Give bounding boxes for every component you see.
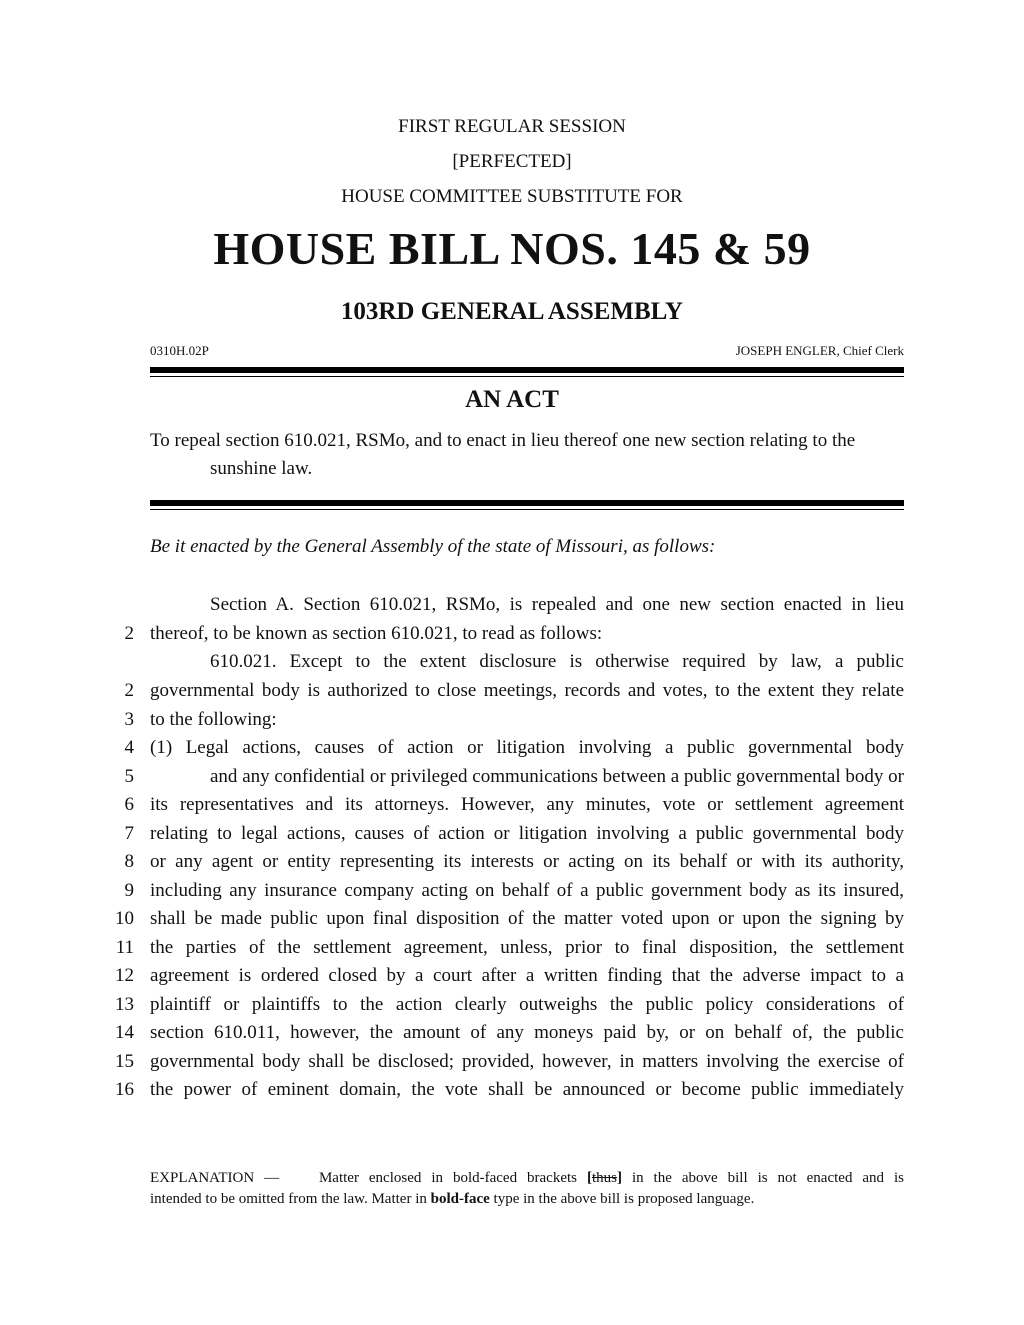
- top-rule-thick: [150, 367, 904, 373]
- section-a-line-2: thereof, to be known as section 610.021, to read as follows:: [150, 623, 603, 644]
- line-number: 3: [124, 709, 134, 730]
- line-number: 5: [124, 766, 134, 787]
- section-610-line: and any confidential or privileged communications between a public governmental body or: [210, 766, 904, 787]
- explanation-text-4: type in the above bill is proposed language.: [489, 1191, 755, 1207]
- section-610-line: plaintiff or plaintiffs to the action clearly outweighs the public policy considerations of: [150, 994, 904, 1015]
- line-number: 13: [115, 994, 134, 1015]
- section-610-line: the parties of the settlement agreement, unless, prior to final disposition, the settlement: [150, 937, 904, 958]
- line-number: 2: [124, 623, 134, 644]
- act-heading: AN ACT: [465, 386, 559, 413]
- top-rule-thin: [150, 376, 904, 377]
- line-number: 8: [124, 851, 134, 872]
- section-610-line: (1) Legal actions, causes of action or litigation involving a public governmental body: [150, 737, 904, 758]
- assembly-heading: 103RD GENERAL ASSEMBLY: [340, 298, 684, 325]
- enacting-clause: Be it enacted by the General Assembly of the state of Missouri, as follows:: [150, 536, 716, 557]
- act-title-line-1: To repeal section 610.021, RSMo, and to enact in lieu thereof one new section relating to the: [150, 430, 856, 451]
- explanation-note: [150, 1168, 904, 1210]
- section-610-line: or any agent or entity representing its interests or acting on its behalf or with its authority,: [150, 851, 904, 872]
- section-610-line: its representatives and its attorneys. However, any minutes, vote or settlement agreement: [150, 794, 904, 815]
- act-title-line-2: sunshine law.: [210, 458, 313, 479]
- explanation-text-3: intended to be omitted from the law. Matter in: [150, 1191, 431, 1207]
- bracket-close: ]: [616, 1170, 622, 1186]
- substitute-heading: HOUSE COMMITTEE SUBSTITUTE FOR: [341, 186, 683, 207]
- line-number: 12: [115, 965, 134, 986]
- status-heading: [PERFECTED]: [452, 151, 572, 172]
- section-610-line: governmental body is authorized to close meetings, records and votes, to the extent they relate: [150, 680, 904, 701]
- section-a-line-1: Section A. Section 610.021, RSMo, is repealed and one new section enacted in lieu: [210, 594, 904, 615]
- line-number: 9: [124, 880, 134, 901]
- line-number: 2: [124, 680, 134, 701]
- line-number: 7: [124, 823, 134, 844]
- chief-clerk: JOSEPH ENGLER, Chief Clerk: [735, 343, 904, 358]
- line-number: 10: [115, 908, 134, 929]
- section-610-line-1: 610.021. Except to the extent disclosure is otherwise required by law, a public: [210, 651, 904, 672]
- mid-rule-thick: [150, 500, 904, 506]
- bold-face-word: bold-face: [430, 1191, 490, 1207]
- bill-title: HOUSE BILL NOS. 145 & 59: [213, 223, 811, 274]
- explanation-label: EXPLANATION —: [150, 1170, 280, 1186]
- session-heading: FIRST REGULAR SESSION: [398, 116, 626, 137]
- section-610-line: shall be made public upon final disposition of the matter voted upon or upon the signing by: [150, 908, 904, 929]
- bracket-open: [: [586, 1170, 592, 1186]
- line-number: 15: [115, 1051, 134, 1072]
- line-number: 14: [115, 1022, 134, 1043]
- bill-code: 0310H.02P: [150, 343, 209, 358]
- section-610-line: agreement is ordered closed by a court after a written finding that the adverse impact to a: [150, 965, 904, 986]
- section-610-line: the power of eminent domain, the vote shall be announced or become public immediately: [150, 1079, 904, 1100]
- section-610-line: including any insurance company acting on behalf of a public government body as its insured,: [150, 880, 904, 901]
- line-number: 16: [115, 1079, 134, 1100]
- explanation-text-2: in the above bill is not enacted and is: [621, 1170, 905, 1186]
- section-610-line: to the following:: [150, 709, 277, 730]
- mid-rule-thin: [150, 509, 904, 510]
- explanation-line-1: [150, 1168, 904, 1189]
- explanation-text-1: Matter enclosed in bold-faced brackets: [318, 1170, 587, 1186]
- struck-word: thus: [591, 1170, 617, 1186]
- section-610-line: governmental body shall be disclosed; provided, however, in matters involving the exercise of: [150, 1051, 904, 1072]
- line-number: 4: [124, 737, 134, 758]
- section-610-line: section 610.011, however, the amount of any moneys paid by, or on behalf of, the public: [150, 1022, 904, 1043]
- line-number: 11: [115, 937, 134, 958]
- section-610-line: relating to legal actions, causes of action or litigation involving a public governmental body: [150, 823, 904, 844]
- line-number: 6: [124, 794, 134, 815]
